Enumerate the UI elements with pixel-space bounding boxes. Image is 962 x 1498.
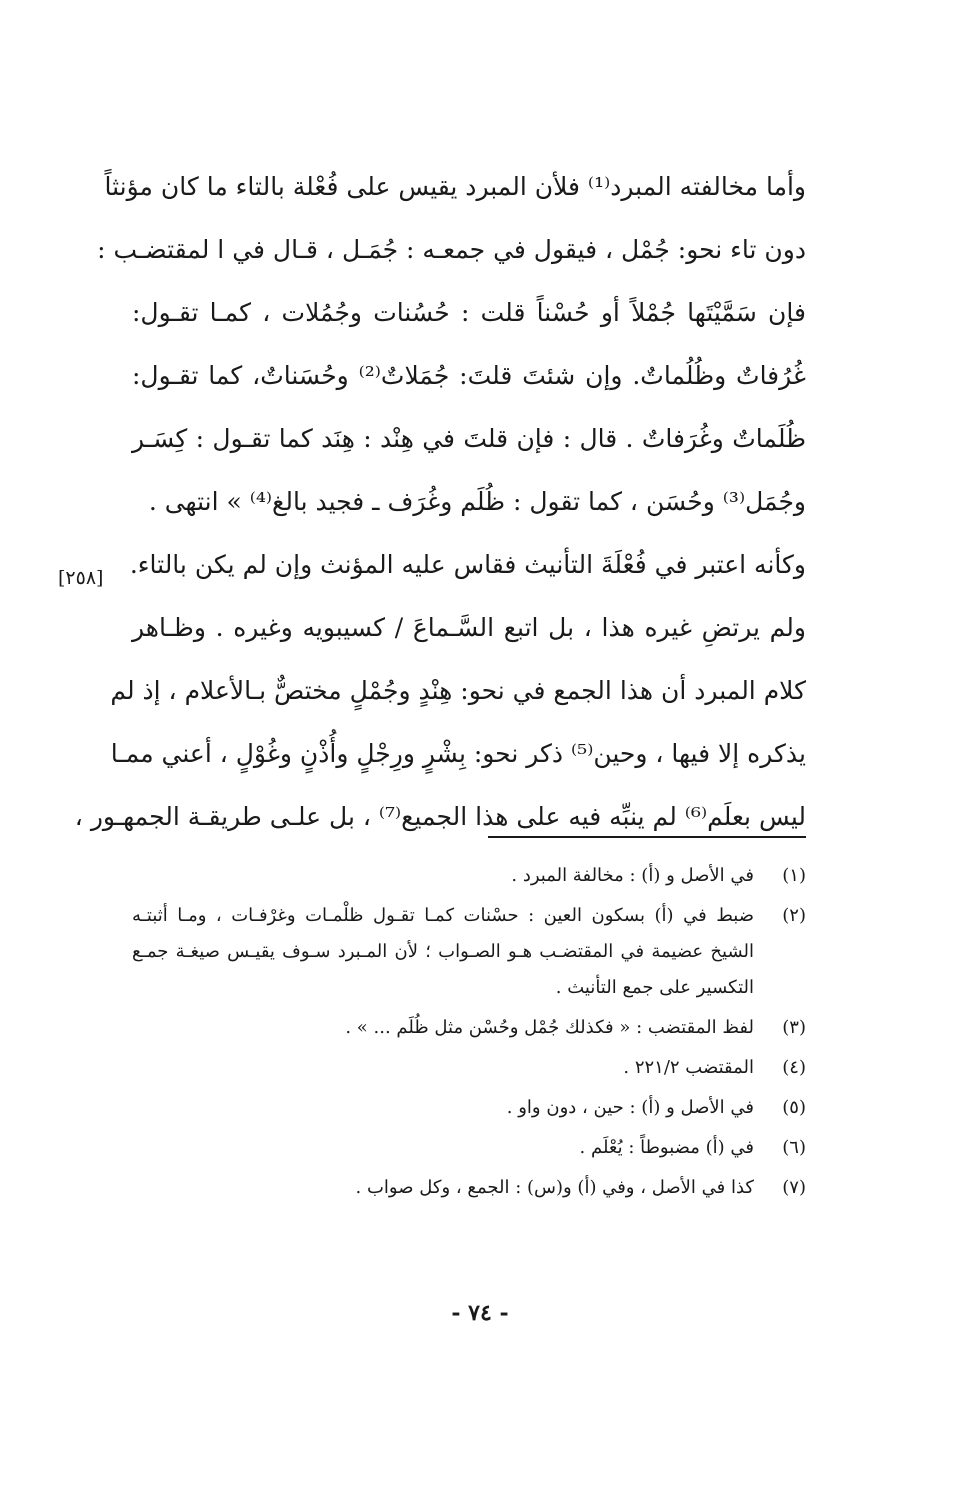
footnote-number: (٤) (782, 1057, 806, 1078)
text-line: وجُمَل⁽³⁾ وحُسَن ، كما تقول : ظُلَم وغُرَف ـ فجيد بالغ⁽⁴⁾ » انتهى . (148, 487, 806, 516)
footnote (132, 898, 806, 1006)
footnote-number: (١) (782, 865, 806, 886)
text-line: وأما مخالفته المبرد⁽¹⁾ فلأن المبرد يقيس على فُعْلة بالتاء ما كان مؤنثاً (104, 172, 806, 201)
footnote-number: (٧) (782, 1177, 806, 1198)
footnote (132, 1010, 806, 1046)
text-line: فإن سَمَّيْتَها جُمْلاً أو حُسْناً قلت : حُسُنات وجُمُلات ، كمـا تقـول: (132, 298, 806, 327)
footnote-number: (٣) (782, 1017, 806, 1038)
text-line: ظُلَماتٌ وغُرَفاتٌ . قال : فإن قلتَ في هِنْد : هِنَد كما تقـول : كِسَـر (132, 424, 806, 453)
footnote-number: (٢) (782, 905, 806, 926)
footnote-number: (٦) (782, 1137, 806, 1158)
footnote (132, 1170, 806, 1206)
footnote-line: التكسير على جمع التأنيث . (555, 977, 754, 998)
text-line: غُرُفاتٌ وظُلُماتٌ. وإن شئتَ قلتَ: جُمَلاتٌ⁽²⁾ وحُسَناتٌ، كما تقـول: (132, 361, 806, 390)
text-line: يذكره إلا فيها ، وحين⁽⁵⁾ ذكر نحو: بِشْرٍ ورِجْلٍ وأُذْنٍ وغُوْلٍ ، أعني ممـا (110, 739, 806, 768)
footnote-text (132, 1130, 754, 1166)
footnote-number: (٥) (782, 1097, 806, 1118)
footnote (132, 1090, 806, 1126)
footnote-text (132, 1010, 754, 1046)
text-line: وكأنه اعتبر في فُعْلَةَ التأنيث فقاس عليه المؤنث وإن لم يكن بالتاء. (129, 550, 806, 579)
footnote (132, 858, 806, 894)
text-line: ليس بعلَم⁽⁶⁾ لم ينبِّه فيه على هذا الجميع⁽⁷⁾ ، بل علـى طريقـة الجمهـور ، (74, 802, 806, 831)
footnote-text (132, 898, 754, 1006)
footnote-text (132, 1050, 754, 1086)
page-number: - ٧٤ - (451, 1300, 509, 1326)
footnote-line: ضبط في (أ) بسكون العين : حسْنات كمـا تقـول ظلْمـات وغرْفـات ، ومـا أثبتـه (132, 905, 754, 926)
footnote-text (132, 858, 754, 894)
text-line: دون تاء نحو: جُمْل ، فيقول في جمعـه : جُمَـل ، قـال في ا لمقتضـب : (97, 235, 806, 264)
footnotes (132, 858, 806, 1210)
footnote (132, 1130, 806, 1166)
footnote-line: في (أ) مضبوطاً : يُعْلَم . (579, 1137, 754, 1158)
footnote-divider (488, 836, 806, 838)
footnote (132, 1050, 806, 1086)
footnote-line: لفظ المقتضب : « فكذلك جُمْل وحُسْن مثل ظُلَم ... » . (345, 1017, 754, 1038)
footnote-line: في الأصل و (أ) : مخالفة المبرد . (511, 865, 754, 886)
footnote-text (132, 1090, 754, 1126)
manuscript-page-marker: [٢٥٨] (58, 567, 104, 589)
footnote-line: في الأصل و (أ) : حين ، دون واو . (506, 1097, 754, 1118)
footnote-line: كذا في الأصل ، وفي (أ) و(س) : الجمع ، وكل صواب . (355, 1177, 754, 1198)
text-line: كلام المبرد أن هذا الجمع في نحو: هِنْدٍ وجُمْلٍ مختصٌّ بـالأعلام ، إذ لم (110, 676, 806, 705)
footnote-text (132, 1170, 754, 1206)
footnote-line: المقتضب ٢٢١/٢ . (623, 1057, 754, 1078)
text-line: ولم يرتضِ غيره هذا ، بل اتبع السَّـماعَ / كسيبويه وغيره . وظـاهر (132, 613, 806, 642)
footnote-line: الشيخ عضيمة في المقتضـب هـو الصـواب ؛ لأن المـبرد سـوف يقيـس صيغـة جمـع (132, 941, 754, 962)
